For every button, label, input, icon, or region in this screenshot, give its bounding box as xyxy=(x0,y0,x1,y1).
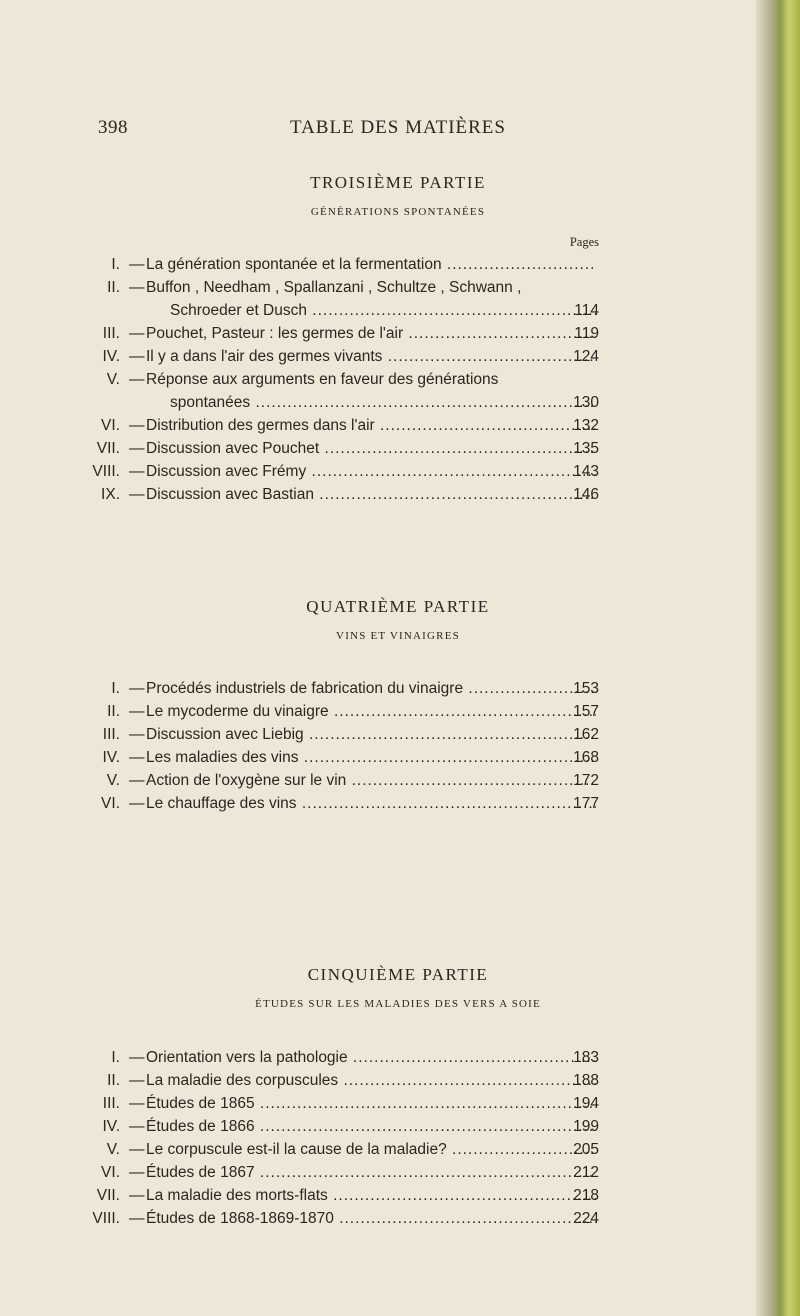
page-ref: 194 xyxy=(573,1095,599,1112)
chapter-title: Buffon , Needham , Spallanzani , Schultze , Schwann , xyxy=(146,279,522,296)
part-title: CINQUIÈME PARTIE xyxy=(307,965,489,984)
part-title: QUATRIÈME PARTIE xyxy=(306,597,490,616)
dash: — xyxy=(129,371,145,388)
chapter-number: III. xyxy=(102,1095,120,1112)
part-title: TROISIÈME PARTIE xyxy=(310,173,486,192)
chapter-number: II. xyxy=(107,1072,120,1089)
chapter-number: VI. xyxy=(101,795,120,812)
chapter-title: Action de l'oxygène sur le vin ..... xyxy=(146,770,596,792)
chapter-number: VII. xyxy=(96,440,120,457)
dash: — xyxy=(129,680,145,697)
part-subtitle: GÉNÉRATIONS SPONTANÉES xyxy=(310,206,486,218)
dash: — xyxy=(129,486,145,503)
chapter-title: Réponse aux arguments en faveur des générations xyxy=(146,371,499,388)
page-ref: 130 xyxy=(573,394,599,411)
chapter-title: Distribution des germes dans l'air ..... xyxy=(146,415,596,437)
chapter-title-continued: spontanées ..... xyxy=(170,392,596,414)
dash: — xyxy=(129,1072,145,1089)
page-ref: 132 xyxy=(573,417,599,434)
page-ref: 218 xyxy=(573,1187,599,1204)
book-edge xyxy=(756,0,800,1316)
dash: — xyxy=(129,440,145,457)
page-ref: 224 xyxy=(573,1210,599,1227)
chapter-title: Pouchet, Pasteur : les germes de l'air ..... xyxy=(146,323,596,345)
chapter-title: Discussion avec Frémy ..... xyxy=(146,461,596,483)
page-ref: 124 xyxy=(573,348,599,365)
chapter-number: IX. xyxy=(101,486,120,503)
page-ref: 135 xyxy=(573,440,599,457)
dash: — xyxy=(129,417,145,434)
chapter-title-continued: Schroeder et Dusch ..... xyxy=(170,300,596,322)
chapter-title: Le mycoderme du vinaigre ..... xyxy=(146,701,596,723)
chapter-number: II. xyxy=(107,279,120,296)
dash: — xyxy=(129,772,145,789)
dash: — xyxy=(129,703,145,720)
chapter-number: VIII. xyxy=(92,1210,120,1227)
chapter-title: Études de 1866 ..... xyxy=(146,1116,596,1138)
page-ref: 172 xyxy=(573,772,599,789)
dash: — xyxy=(129,1141,145,1158)
chapter-number: IV. xyxy=(102,348,120,365)
chapter-number: VI. xyxy=(101,1164,120,1181)
dash: — xyxy=(129,749,145,766)
dash: — xyxy=(129,256,145,273)
page-ref: 114 xyxy=(574,302,599,319)
chapter-number: VIII. xyxy=(92,463,120,480)
chapter-title: Procédés industriels de fabrication du vinaigre ..... xyxy=(146,678,596,700)
chapter-title: Discussion avec Pouchet ..... xyxy=(146,438,596,460)
dash: — xyxy=(129,348,145,365)
chapter-title: Discussion avec Bastian ..... xyxy=(146,484,596,506)
dash: — xyxy=(129,1210,145,1227)
chapter-title: Orientation vers la pathologie ..... xyxy=(146,1047,596,1069)
chapter-title: Études de 1865 ..... xyxy=(146,1093,596,1115)
part-section xyxy=(0,597,756,812)
running-title: TABLE DES MATIÈRES xyxy=(290,117,506,138)
page-ref: 199 xyxy=(573,1118,599,1135)
chapter-title: La maladie des morts-flats ..... xyxy=(146,1185,596,1207)
chapter-title: Le chauffage des vins ..... xyxy=(146,793,596,815)
page-ref: 146 xyxy=(573,486,599,503)
chapter-number: IV. xyxy=(102,749,120,766)
page-number: 398 xyxy=(98,117,128,138)
page-ref: 188 xyxy=(573,1072,599,1089)
page-ref: 177 xyxy=(573,795,599,812)
dash: — xyxy=(129,726,145,743)
chapter-number: III. xyxy=(102,325,120,342)
chapter-title: Études de 1868-1869-1870 ..... xyxy=(146,1208,596,1230)
dash: — xyxy=(129,1118,145,1135)
chapter-title: Discussion avec Liebig ..... xyxy=(146,724,596,746)
chapter-number: V. xyxy=(106,1141,120,1158)
page-ref: 183 xyxy=(573,1049,599,1066)
part-subtitle: VINS ET VINAIGRES xyxy=(336,630,460,642)
page-ref: 162 xyxy=(573,726,599,743)
page-ref: 143 xyxy=(573,463,599,480)
chapter-title: La maladie des corpuscules ..... xyxy=(146,1070,596,1092)
chapter-number: VI. xyxy=(101,417,120,434)
pages-column-label: Pages xyxy=(569,235,599,249)
chapter-number: III. xyxy=(102,726,120,743)
page-ref: 119 xyxy=(574,325,599,342)
chapter-title: Il y a dans l'air des germes vivants ..... xyxy=(146,346,596,368)
dash: — xyxy=(129,325,145,342)
dash: — xyxy=(129,1187,145,1204)
chapter-number: VII. xyxy=(96,1187,120,1204)
chapter-title: La génération spontanée et la fermentation ..... xyxy=(146,254,596,276)
part-subtitle: ÉTUDES SUR LES MALADIES DES VERS A SOIE xyxy=(255,998,541,1010)
part-section xyxy=(0,173,756,503)
chapter-title: Les maladies des vins ..... xyxy=(146,747,596,769)
chapter-title: Le corpuscule est-il la cause de la maladie? ..... xyxy=(146,1139,596,1161)
dash: — xyxy=(129,1049,145,1066)
dash: — xyxy=(129,279,145,296)
chapter-title: Études de 1867 ..... xyxy=(146,1162,596,1184)
chapter-number: I. xyxy=(111,680,120,697)
dash: — xyxy=(129,795,145,812)
chapter-number: V. xyxy=(106,371,120,388)
page-ref: 157 xyxy=(573,703,599,720)
chapter-number: I. xyxy=(111,256,120,273)
page-ref: 153 xyxy=(573,680,599,697)
dash: — xyxy=(129,463,145,480)
part-section xyxy=(0,965,756,1227)
running-header xyxy=(0,117,756,141)
chapter-number: IV. xyxy=(102,1118,120,1135)
dash: — xyxy=(129,1095,145,1112)
chapter-number: II. xyxy=(107,703,120,720)
page-ref: 168 xyxy=(573,749,599,766)
chapter-number: I. xyxy=(111,1049,120,1066)
page-ref: 212 xyxy=(573,1164,599,1181)
dash: — xyxy=(129,1164,145,1181)
page-ref: 205 xyxy=(573,1141,599,1158)
chapter-number: V. xyxy=(106,772,120,789)
